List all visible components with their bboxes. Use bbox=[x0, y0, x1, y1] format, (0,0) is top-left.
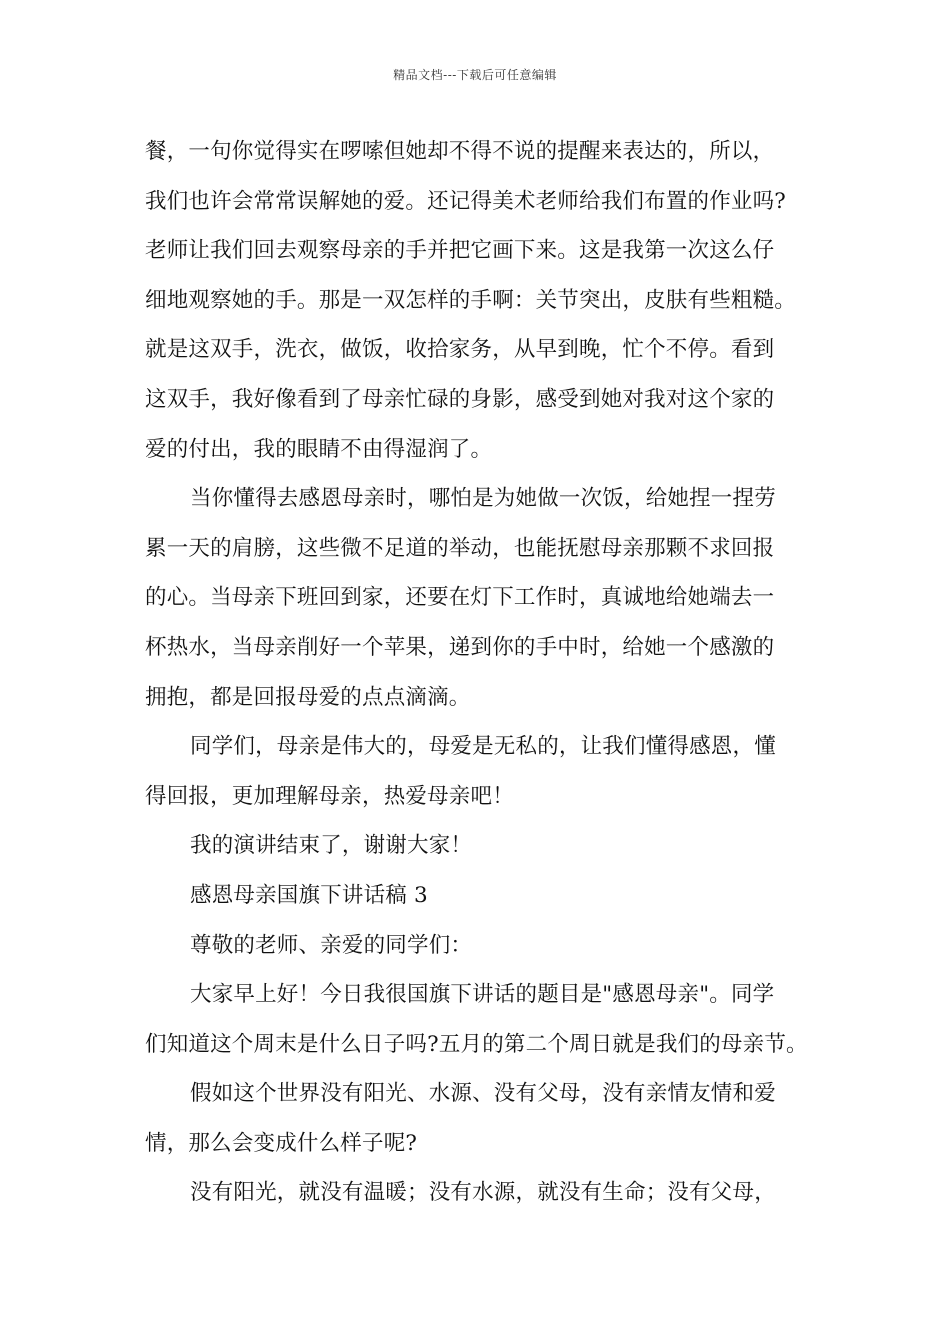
text-line: 细地观察她的手。那是一双怎样的手啊：关节突出，皮肤有些粗糙。 bbox=[145, 287, 797, 313]
text-line: 假如这个世界没有阳光、水源、没有父母，没有亲情友情和爱 bbox=[190, 1081, 776, 1107]
text-line: 得回报，更加理解母亲，热爱母亲吧！ bbox=[145, 783, 514, 809]
text-line: 同学们，母亲是伟大的，母爱是无私的，让我们懂得感恩，懂 bbox=[190, 734, 776, 760]
text-line: 没有阳光，就没有温暖；没有水源，就没有生命；没有父母， bbox=[190, 1180, 776, 1206]
text-line: 餐，一句你觉得实在啰嗦但她却不得不说的提醒来表达的，所以， bbox=[145, 139, 775, 164]
text-line: 们知道这个周末是什么日子吗?五月的第二个周日就是我们的母亲节。 bbox=[145, 1031, 808, 1057]
text-line: 老师让我们回去观察母亲的手并把它画下来。这是我第一次这么仔 bbox=[145, 238, 775, 264]
text-line: 就是这双手，洗衣，做饭，收拾家务，从早到晚，忙个不停。看到 bbox=[145, 337, 775, 363]
text-line: 尊敬的老师、亲爱的同学们： bbox=[190, 932, 473, 958]
text-line: 爱的付出，我的眼睛不由得湿润了。 bbox=[145, 436, 493, 462]
text-line: 杯热水，当母亲削好一个苹果，递到你的手中时，给她一个感激的 bbox=[145, 634, 775, 660]
text-line: 的心。当母亲下班回到家，还要在灯下工作时，真诚地给她端去一 bbox=[145, 585, 775, 611]
text-line: 当你懂得去感恩母亲时，哪怕是为她做一次饭，给她捏一捏劳 bbox=[190, 486, 776, 512]
text-line: 我的演讲结束了，谢谢大家！ bbox=[190, 833, 473, 859]
text-line: 我们也许会常常误解她的爱。还记得美术老师给我们布置的作业吗? bbox=[145, 188, 787, 214]
text-line: 拥抱，都是回报母爱的点点滴滴。 bbox=[145, 684, 471, 710]
text-line: 大家早上好！今日我很国旗下讲话的题目是"感恩母亲"。同学 bbox=[190, 982, 775, 1008]
text-line: 感恩母亲国旗下讲话稿 3 bbox=[190, 882, 428, 908]
text-line: 情，那么会变成什么样子呢? bbox=[145, 1130, 418, 1156]
page-header: 精品文档---下载后可任意编辑 bbox=[393, 68, 557, 82]
document-body bbox=[145, 127, 825, 1218]
text-line: 累一天的肩膀，这些微不足道的举动，也能抚慰母亲那颗不求回报 bbox=[145, 535, 775, 561]
text-line: 这双手，我好像看到了母亲忙碌的身影，感受到她对我对这个家的 bbox=[145, 386, 775, 412]
